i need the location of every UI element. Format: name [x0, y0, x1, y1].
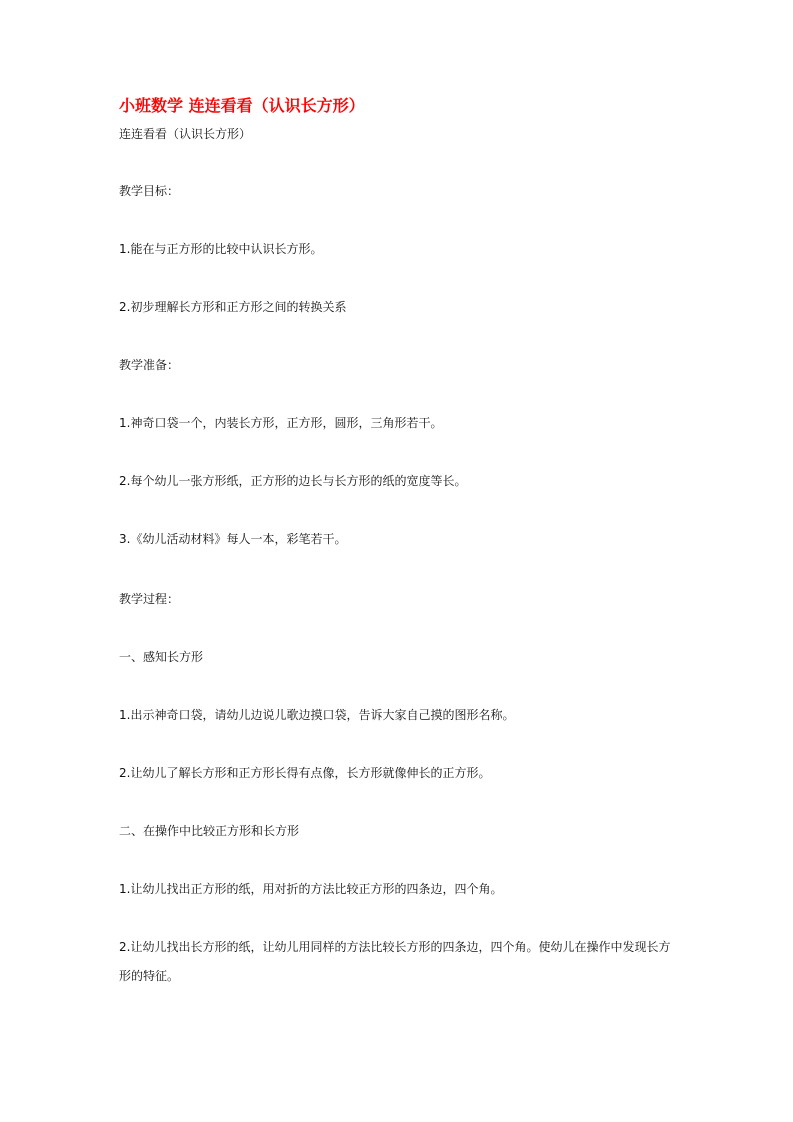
part2-item-2: 2.让幼儿找出长方形的纸，让幼儿用同样的方法比较长方形的四条边，四个角。使幼儿在操作中发现长方形的特征。: [119, 940, 671, 983]
prep-item-1: 1.神奇口袋一个，内装长方形，正方形，圆形，三角形若干。: [119, 416, 443, 430]
prep-heading: 教学准备：: [119, 358, 180, 372]
prep-item-2: 2.每个幼儿一张方形纸，正方形的边长与长方形的纸的宽度等长。: [119, 474, 467, 488]
part1-item-1: 1.出示神奇口袋，请幼儿边说儿歌边摸口袋，告诉大家自己摸的图形名称。: [119, 708, 515, 722]
part1-item-2: 2.让幼儿了解长方形和正方形长得有点像，长方形就像伸长的正方形。: [119, 766, 491, 780]
goal-item-2: 2.初步理解长方形和正方形之间的转换关系: [119, 300, 347, 314]
part2-item-1: 1.让幼儿找出正方形的纸，用对折的方法比较正方形的四条边，四个角。: [119, 882, 503, 896]
part2-heading: 二、在操作中比较正方形和长方形: [119, 824, 300, 838]
document-title: 小班数学 连连看看（认识长方形）: [119, 96, 365, 115]
prep-item-3: 3.《幼儿活动材料》每人一本，彩笔若干。: [119, 532, 347, 546]
goals-heading: 教学目标：: [119, 184, 180, 198]
part1-heading: 一、感知长方形: [119, 650, 204, 664]
process-heading: 教学过程：: [119, 592, 180, 606]
goal-item-1: 1.能在与正方形的比较中认识长方形。: [119, 242, 323, 256]
document-subtitle: 连连看看（认识长方形）: [119, 127, 252, 141]
